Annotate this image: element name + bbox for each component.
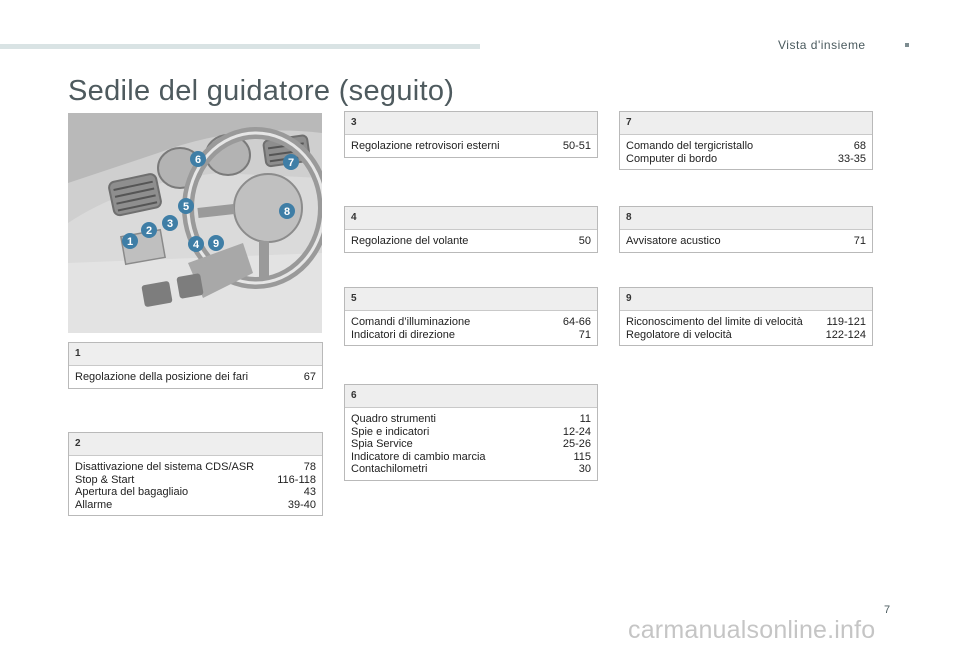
row-pages: 12-24: [562, 425, 591, 438]
reference-box-8: [619, 206, 873, 253]
callout-4: 4: [192, 239, 200, 251]
row-label: Regolazione della posizione dei fari: [75, 371, 249, 383]
row-label: Comando del tergicristallo: [626, 140, 754, 152]
reference-row: [75, 371, 316, 384]
row-label: Stop & Start: [75, 473, 135, 486]
row-label: Regolazione retrovisori esterni: [351, 140, 500, 152]
row-pages: 50: [578, 235, 591, 247]
reference-row: [351, 426, 591, 439]
box-number: 6: [345, 385, 597, 408]
reference-row: [626, 316, 866, 329]
row-label: Regolazione del volante: [351, 235, 469, 247]
reference-box-5: [344, 287, 598, 346]
box-number: 1: [69, 343, 322, 366]
reference-row: [75, 461, 316, 474]
reference-box-2: [68, 432, 323, 516]
row-label: Indicatore di cambio marcia: [351, 450, 486, 463]
dashboard-illustration: [68, 113, 322, 333]
reference-row: [75, 486, 316, 499]
reference-row: [351, 451, 591, 464]
row-label: Indicatori di direzione: [351, 328, 455, 341]
section-marker: [905, 43, 909, 47]
top-rule: [0, 44, 480, 49]
row-pages: 115: [573, 450, 591, 463]
row-pages: 122-124: [825, 328, 866, 341]
page-title: Sedile del guidatore (seguito): [68, 75, 455, 107]
reference-row: [351, 316, 591, 329]
row-label: Regolatore di velocità: [626, 328, 732, 341]
row-label: Riconoscimento del limite di velocità: [626, 316, 803, 328]
reference-box-4: [344, 206, 598, 253]
reference-row: [351, 235, 591, 248]
row-pages: 68: [853, 140, 866, 152]
reference-row: [626, 329, 866, 342]
callout-3: 3: [166, 218, 174, 230]
row-label: Comandi d’illuminazione: [351, 316, 471, 328]
reference-box-6: [344, 384, 598, 481]
row-label: Allarme: [75, 498, 113, 511]
reference-row: [351, 438, 591, 451]
row-pages: 39-40: [287, 498, 316, 511]
row-pages: 71: [853, 235, 866, 247]
reference-row: [626, 140, 866, 153]
reference-box-1: [68, 342, 323, 389]
reference-row: [351, 329, 591, 342]
reference-row: [351, 140, 591, 153]
row-label: Contachilometri: [351, 463, 428, 475]
box-number: 7: [620, 112, 872, 135]
box-number: 5: [345, 288, 597, 311]
row-pages: 25-26: [562, 438, 591, 450]
row-pages: 67: [303, 371, 316, 383]
reference-row: [75, 499, 316, 512]
row-pages: 11: [579, 413, 591, 425]
callout-6: 6: [194, 154, 202, 166]
row-label: Spie e indicatori: [351, 425, 430, 438]
box-number: 9: [620, 288, 872, 311]
section-label: Vista d'insieme: [778, 38, 866, 52]
box-number: 3: [345, 112, 597, 135]
callout-7: 7: [287, 157, 295, 169]
row-pages: 30: [578, 463, 591, 475]
row-pages: 50-51: [562, 140, 591, 152]
reference-box-3: [344, 111, 598, 158]
row-pages: 64-66: [562, 316, 591, 328]
callout-9: 9: [212, 238, 220, 250]
row-pages: 33-35: [837, 152, 866, 165]
page-number: 7: [884, 604, 891, 616]
row-pages: 119-121: [826, 316, 866, 328]
box-number: 4: [345, 207, 597, 230]
reference-box-7: [619, 111, 873, 170]
row-label: Apertura del bagagliaio: [75, 486, 189, 498]
row-label: Computer di bordo: [626, 152, 718, 165]
row-pages: 116-118: [277, 473, 316, 486]
row-label: Disattivazione del sistema CDS/ASR: [75, 461, 255, 473]
row-pages: 78: [303, 461, 316, 473]
row-pages: 43: [303, 486, 316, 498]
callout-8: 8: [283, 206, 291, 218]
row-label: Avvisatore acustico: [626, 235, 721, 247]
reference-row: [626, 153, 866, 166]
callout-2: 2: [145, 225, 153, 237]
box-number: 8: [620, 207, 872, 230]
reference-row: [351, 413, 591, 426]
callout-5: 5: [182, 201, 190, 213]
callout-1: 1: [126, 236, 134, 248]
reference-row: [626, 235, 866, 248]
row-label: Spia Service: [351, 438, 413, 450]
box-number: 2: [69, 433, 322, 456]
reference-row: [351, 463, 591, 476]
watermark: carmanualsonline.info: [628, 616, 876, 644]
reference-row: [75, 474, 316, 487]
row-label: Quadro strumenti: [351, 413, 436, 425]
reference-box-9: [619, 287, 873, 346]
row-pages: 71: [578, 328, 591, 341]
